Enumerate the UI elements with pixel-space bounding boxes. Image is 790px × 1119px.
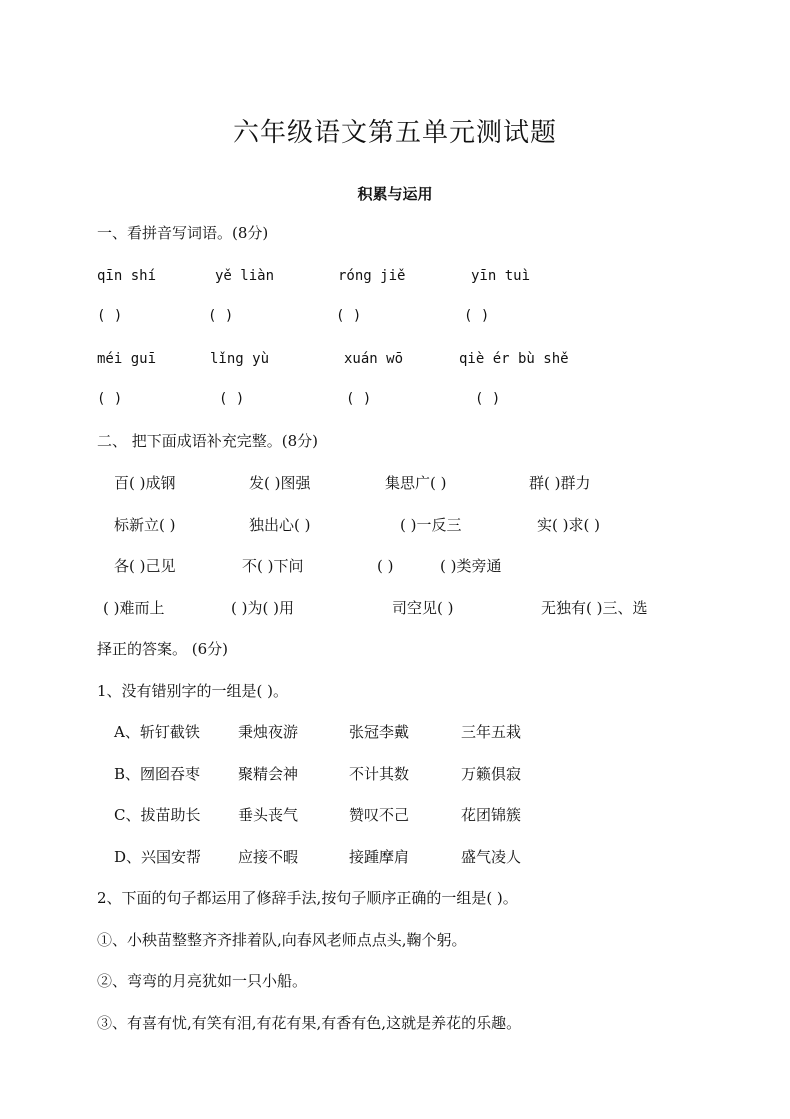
- answer-blank: ( ): [208, 308, 234, 324]
- idiom-item: ( )为( )用: [231, 599, 294, 617]
- answer-blank: ( ): [346, 391, 372, 407]
- option-word: 万籁俱寂: [461, 765, 522, 783]
- idiom-item: 百( )成钢: [114, 474, 176, 492]
- idiom-item: 群( )群力: [529, 474, 591, 492]
- option-label: B、囫囵吞枣: [114, 765, 201, 783]
- sentence-item: ①、小秧苗整整齐齐排着队,向春风老师点点头,鞠个躬。: [97, 931, 467, 949]
- pinyin-item: xuán wō: [344, 351, 404, 367]
- q3-heading-continuation: 择正的答案。 (6分): [97, 640, 229, 658]
- sentence-item: ②、弯弯的月亮犹如一只小船。: [97, 972, 308, 990]
- idiom-item: ( )难而上: [103, 599, 165, 617]
- option-label: A、斩钉截铁: [114, 723, 200, 741]
- option-word: 应接不暇: [238, 848, 299, 866]
- page-title: 六年级语文第五单元测试题: [232, 118, 557, 148]
- option-word: 张冠李戴: [349, 723, 410, 741]
- idiom-item: 不( )下问: [242, 557, 304, 575]
- section-subtitle: 积累与运用: [357, 185, 433, 203]
- pinyin-item: méi guī: [97, 351, 157, 367]
- idiom-item: 发( )图强: [249, 474, 311, 492]
- q2-heading: 二、 把下面成语补充完整。(8分): [97, 432, 319, 450]
- idiom-item: ( )一反三: [400, 516, 462, 534]
- option-word: 盛气凌人: [461, 848, 522, 866]
- pinyin-item: yě liàn: [215, 268, 275, 284]
- option-word: 不计其数: [349, 765, 410, 783]
- pinyin-item: róng jiě: [338, 268, 406, 284]
- option-label: C、拔苗助长: [114, 806, 201, 824]
- question-stem: 2、下面的句子都运用了修辞手法,按句子顺序正确的一组是( )。: [97, 889, 518, 907]
- option-word: 垂头丧气: [238, 806, 299, 824]
- q1-heading: 一、看拼音写词语。(8分): [97, 224, 269, 242]
- option-label: D、兴国安帮: [114, 848, 202, 866]
- option-word: 赞叹不己: [349, 806, 410, 824]
- idiom-item: ( )类旁通: [440, 557, 502, 575]
- sentence-item: ③、有喜有忧,有笑有泪,有花有果,有香有色,这就是养花的乐趣。: [97, 1014, 522, 1032]
- option-word: 接踵摩肩: [349, 848, 410, 866]
- option-word: 秉烛夜游: [238, 723, 299, 741]
- option-word: 聚精会神: [238, 765, 299, 783]
- idiom-item: 各( )己见: [114, 557, 176, 575]
- question-stem: 1、没有错别字的一组是( )。: [97, 682, 289, 700]
- idiom-item: 集思广( ): [385, 474, 447, 492]
- pinyin-item: lǐng yù: [210, 351, 270, 367]
- idiom-item: 标新立( ): [114, 516, 176, 534]
- answer-blank: ( ): [464, 308, 490, 324]
- pinyin-item: yīn tuì: [471, 268, 531, 284]
- answer-blank: ( ): [97, 308, 123, 324]
- answer-blank: ( ): [219, 391, 245, 407]
- option-word: 花团锦簇: [461, 806, 522, 824]
- idiom-item: 实( )求( ): [537, 516, 600, 534]
- pinyin-item: qiè ér bù shě: [459, 351, 569, 367]
- answer-blank: ( ): [475, 391, 501, 407]
- option-word: 三年五栽: [461, 723, 522, 741]
- pinyin-item: qīn shí: [97, 268, 157, 284]
- idiom-item: 无独有( )三、选: [541, 599, 648, 617]
- answer-blank: ( ): [97, 391, 123, 407]
- idiom-item: 司空见( ): [392, 599, 454, 617]
- idiom-item: 独出心( ): [249, 516, 311, 534]
- answer-blank: ( ): [336, 308, 362, 324]
- idiom-item: ( ): [377, 557, 394, 575]
